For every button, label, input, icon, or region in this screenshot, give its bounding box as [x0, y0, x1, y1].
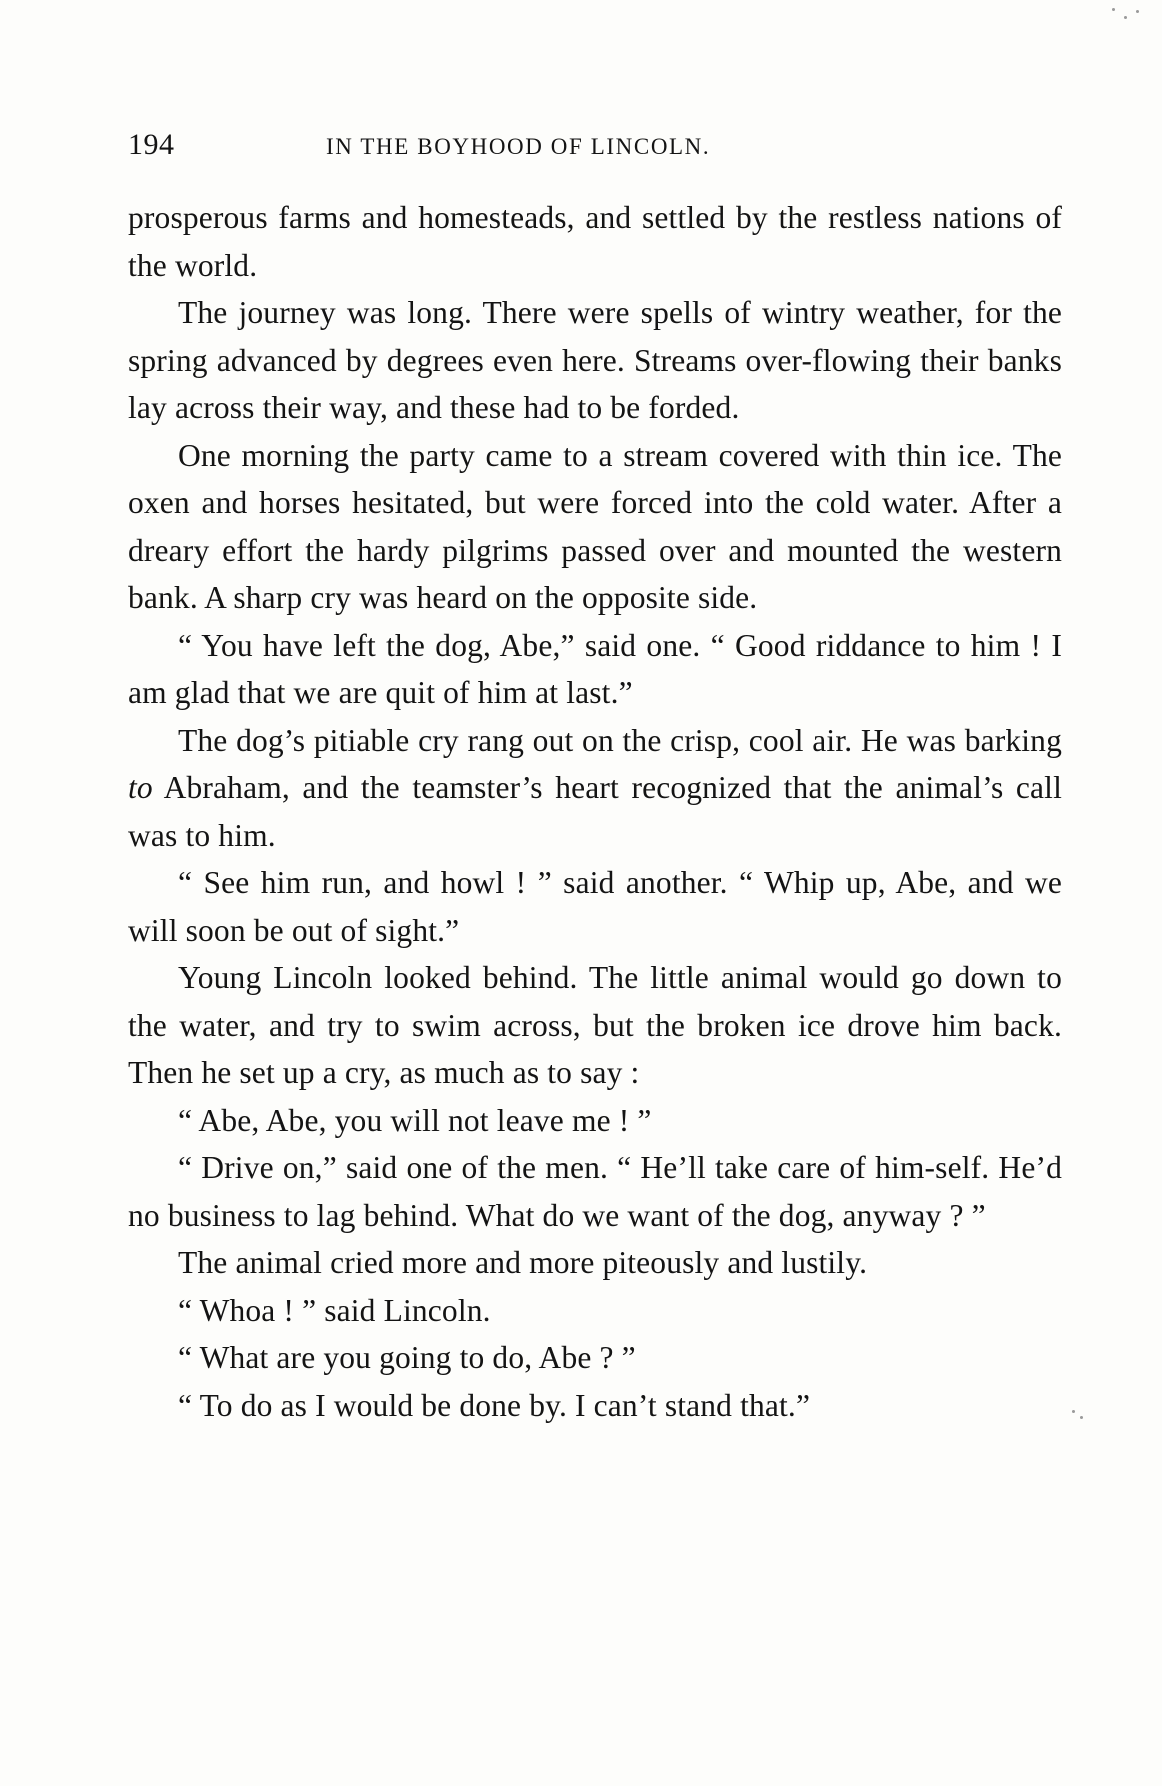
paragraph: The journey was long. There were spells of wintry weather, for the spring advanced by degrees even here. Streams over-flowing their banks lay across their way, and these had to be forded. [128, 295, 1062, 425]
paragraph: “ Drive on,” said one of the men. “ He’ll take care of him-self. He’d no business to lag behind. What do we want of the dog, anyway ? ” [128, 1150, 1062, 1233]
italic-word: to [128, 770, 153, 805]
running-header [128, 128, 1062, 168]
paragraph: “ Whoa ! ” said Lincoln. [178, 1292, 491, 1328]
print-speck [1112, 8, 1115, 11]
paragraph [128, 717, 1062, 860]
paragraph: “ Abe, Abe, you will not leave me ! ” [178, 1102, 652, 1138]
paragraph: One morning the party came to a stream covered with thin ice. The oxen and horses hesitated, but were forced into the cold water. After a dreary effort the hardy pilgrims passed over and mounted the western bank. A sharp cry was heard on the opposite side. [128, 437, 1062, 615]
body-text [128, 194, 1062, 1429]
print-speck [1136, 10, 1139, 13]
paragraph-text: The dog’s pitiable cry rang out on the crisp, cool air. He was barking [178, 722, 1062, 758]
paragraph: Young Lincoln looked behind. The little animal would go down to the water, and try to swim across, but the broken ice drove him back. Then he set up a cry, as much as to say : [128, 960, 1062, 1090]
paragraph: “ See him run, and howl ! ” said another. “ Whip up, Abe, and we will soon be out of sight.” [128, 865, 1062, 948]
print-speck [1080, 1416, 1083, 1419]
paragraph: prosperous farms and homesteads, and settled by the restless nations of the world. [128, 200, 1062, 283]
paragraph: “ What are you going to do, Abe ? ” [178, 1340, 636, 1375]
running-title: IN THE BOYHOOD OF LINCOLN. [326, 134, 711, 159]
print-speck [1072, 1410, 1075, 1413]
paragraph: “ You have left the dog, Abe,” said one. “ Good riddance to him ! I am glad that we are quit of him at last.” [128, 627, 1062, 710]
print-speck [1124, 16, 1127, 19]
page-number: 194 [128, 128, 175, 161]
paragraph-text: Abraham, and the teamster’s heart recognized that the animal’s call was to him. [128, 770, 1062, 853]
paragraph: “ To do as I would be done by. I can’t stand that.” [178, 1387, 811, 1423]
paragraph: The animal cried more and more piteously and lustily. [178, 1245, 868, 1280]
